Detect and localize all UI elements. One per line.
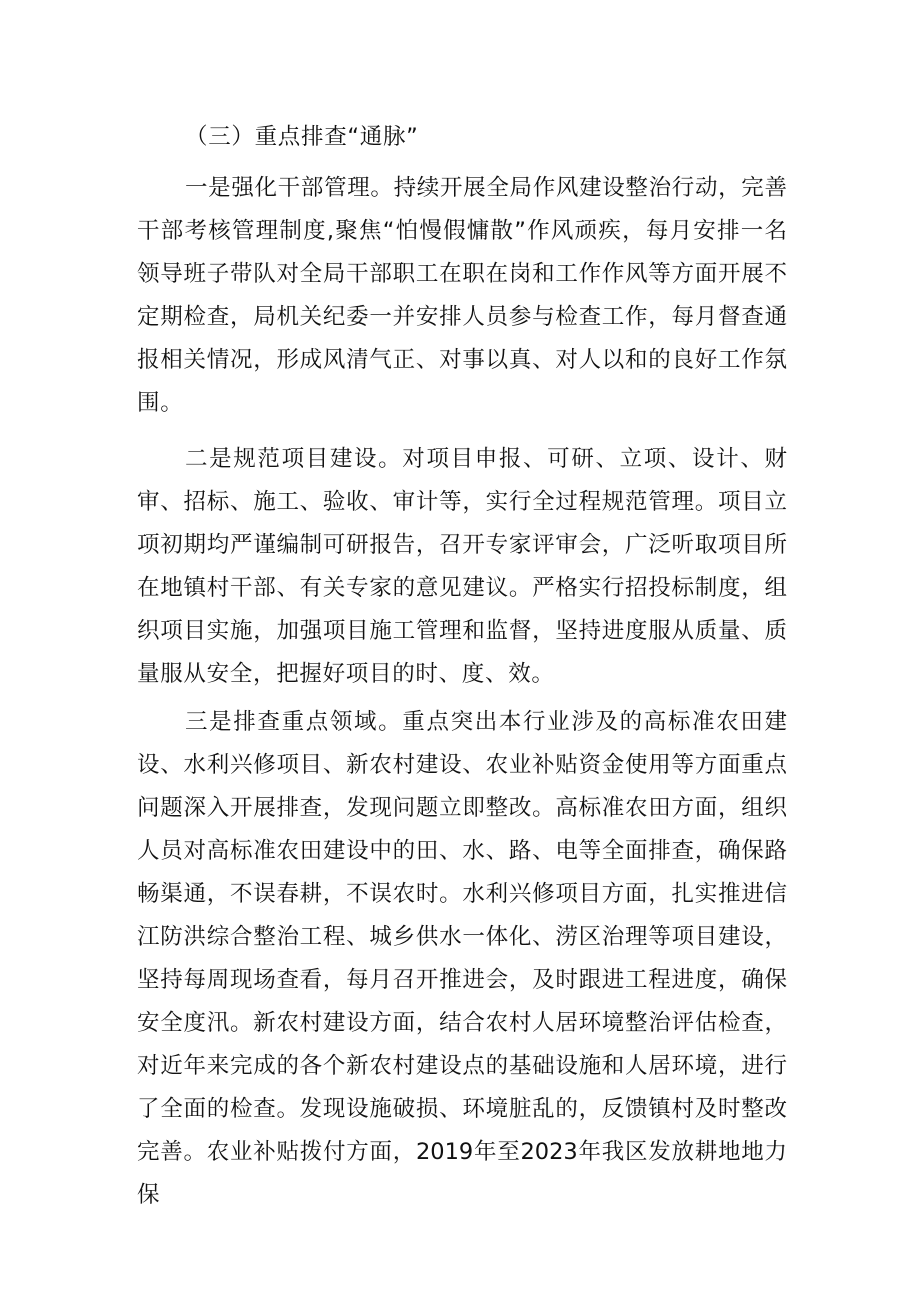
text-line: 领导班子带队对全局干部职工在职在岗和工作作风等方面开展不 [137,261,787,287]
text-line: 审、招标、施工、验收、审计等，实行全过程规范管理。项目立 [137,489,787,515]
paragraph-project-construction [137,438,787,696]
text-line: 畅渠通，不误春耕，不误农时。水利兴修项目方面，扎实推进信 [137,881,787,907]
text-line: 围。 [137,390,184,416]
text-line: 量服从安全，把握好项目的时、度、效。 [137,661,555,687]
document-page [137,116,787,1208]
text-line: 定期检查，局机关纪委一并安排人员参与检查工作，每月督查通 [137,304,787,330]
text-line: 人员对高标准农田建设中的田、水、路、电等全面排查，确保路 [137,838,787,864]
text-line: 安全度汛。新农村建设方面，结合农村人居环境整治评估检查， [137,1010,787,1036]
text-line: 坚持每周现场查看，每月召开推进会，及时跟进工程进度，确保 [137,967,787,993]
text-line: 在地镇村干部、有关专家的意见建议。严格实行招投标制度，组 [137,575,787,601]
text-line: 了全面的检查。发现设施破损、环境脏乱的，反馈镇村及时整改 [137,1096,787,1122]
text-line: 一是强化干部管理。持续开展全局作风建设整治行动，完善 [185,175,787,201]
text-line: 干部考核管理制度,聚焦“怕慢假慵散”作风顽疾，每月安排一名 [137,218,787,244]
paragraph-key-areas [137,701,787,1208]
text-line: 二是规范项目建设。对项目申报、可研、立项、设计、财 [185,446,787,472]
paragraph-cadre-management [137,167,787,425]
text-line: 三是排查重点领域。重点突出本行业涉及的高标准农田建 [185,709,787,735]
text-line: 织项目实施，加强项目施工管理和监督，坚持进度服从质量、质 [137,618,787,644]
text-line: 江防洪综合整治工程、城乡供水一体化、涝区治理等项目建设， [137,924,787,950]
text-line: 问题深入开展排查，发现问题立即整改。高标准农田方面，组织 [137,795,787,821]
section-heading: （三）重点排查“通脉” [185,124,419,150]
text-line: 完善。农业补贴拨付方面，2019年至2023年我区发放耕地地力保 [137,1139,787,1208]
text-line: 设、水利兴修项目、新农村建设、农业补贴资金使用等方面重点 [137,752,787,778]
text-line: 报相关情况，形成风清气正、对事以真、对人以和的良好工作氛 [137,347,787,373]
text-line: 对近年来完成的各个新农村建设点的基础设施和人居环境，进行 [137,1053,787,1079]
text-line: 项初期均严谨编制可研报告，召开专家评审会，广泛听取项目所 [137,532,787,558]
